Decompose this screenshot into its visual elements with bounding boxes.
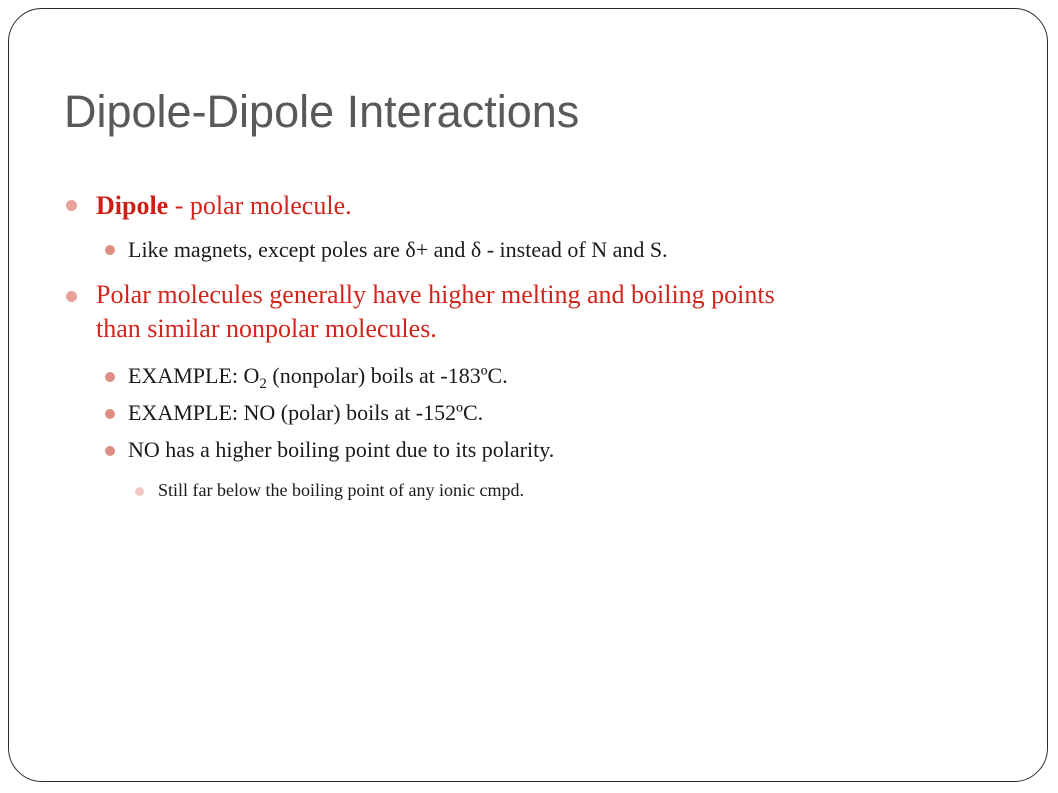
bullet-polar-line2: than similar nonpolar molecules. — [96, 314, 437, 343]
example-o2-post: (nonpolar) boils at -183ºC. — [266, 363, 508, 388]
bullet-example-no: EXAMPLE: NO (polar) boils at -152ºC. — [128, 400, 484, 425]
subscript-2: 2 — [259, 376, 267, 392]
bullet-dot — [105, 245, 115, 255]
bullet-no-higher: NO has a higher boiling point due to its polarity. — [128, 437, 555, 462]
bullet-magnets: Like magnets, except poles are δ+ and δ - instead of N and S. — [128, 237, 668, 262]
bullet-dot — [105, 409, 115, 419]
bullet-example-o2 — [128, 363, 508, 393]
bullet-still-far: Still far below the boiling point of any ionic cmpd. — [158, 480, 524, 500]
bullet-polar-line1: Polar molecules generally have higher melting and boiling points — [96, 280, 775, 309]
bullet-dot — [66, 291, 77, 302]
definition-text: - polar molecule. — [168, 191, 352, 220]
bullet-dot — [105, 446, 115, 456]
example-o2-pre: EXAMPLE: O — [128, 363, 260, 388]
slide-title: Dipole-Dipole Interactions — [64, 86, 580, 137]
bullet-dot — [135, 487, 144, 496]
term-dipole: Dipole — [96, 191, 169, 220]
bullet-dot — [105, 372, 115, 382]
bullet-dipole — [96, 191, 352, 221]
bullet-dot — [66, 200, 77, 211]
